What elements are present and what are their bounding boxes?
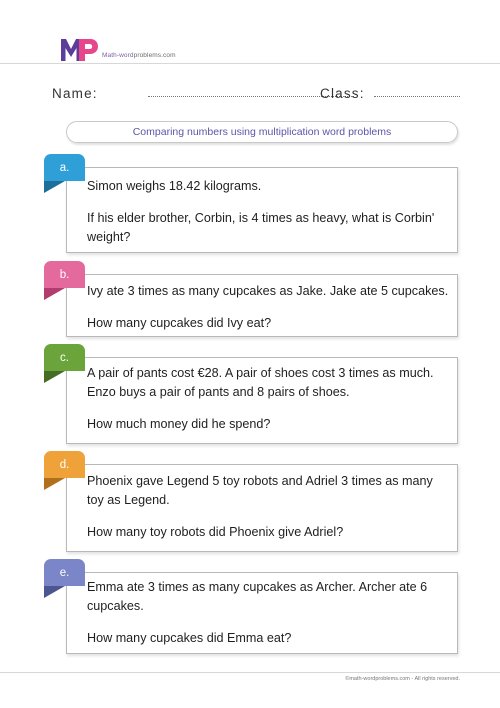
class-label: Class: [320, 86, 365, 101]
statement-line: cupcakes. [87, 599, 144, 613]
statement-line: toy as Legend. [87, 493, 170, 507]
site-logo[interactable] [60, 36, 176, 62]
problem-label-d: d. [44, 451, 85, 478]
problem-card-b [66, 274, 458, 337]
class-field[interactable] [374, 96, 460, 97]
problem-text [87, 364, 449, 434]
problem-label-e: e. [44, 559, 85, 586]
problem-label-c: c. [44, 344, 85, 371]
question-line: How many cupcakes did Emma eat? [87, 631, 292, 645]
ribbon-fold-icon [44, 288, 65, 300]
site-name: Math-wordproblems.com [102, 52, 176, 59]
footer-divider [0, 672, 500, 673]
question-line: How many toy robots did Phoenix give Adriel? [87, 525, 344, 539]
question-line: How many cupcakes did Ivy eat? [87, 316, 272, 330]
name-class-row [52, 86, 462, 102]
mp-logo-icon [60, 36, 100, 62]
problem-text [87, 472, 449, 542]
worksheet-title-banner [66, 121, 458, 143]
question-line: weight? [87, 230, 131, 244]
statement-line: Phoenix gave Legend 5 toy robots and Adriel 3 times as many [87, 474, 433, 488]
problem-text [87, 282, 449, 333]
problem-card-c [66, 357, 458, 444]
problem-label-b: b. [44, 261, 85, 288]
ribbon-fold-icon [44, 371, 65, 383]
name-label: Name: [52, 86, 98, 101]
statement-line: Ivy ate 3 times as many cupcakes as Jake. Jake ate 5 cupcakes. [87, 284, 449, 298]
ribbon-fold-icon [44, 181, 65, 193]
problem-text [87, 177, 449, 247]
problem-text [87, 578, 449, 648]
problem-label-a: a. [44, 154, 85, 181]
problem-card-d [66, 464, 458, 552]
problem-card-e [66, 572, 458, 654]
problem-card-a [66, 167, 458, 253]
ribbon-fold-icon [44, 478, 65, 490]
statement-line: Simon weighs 18.42 kilograms. [87, 179, 262, 193]
copyright-footer: ©math-wordproblems.com - All rights reserved. [345, 676, 460, 682]
statement-line: Enzo buys a pair of pants and 8 pairs of shoes. [87, 385, 350, 399]
question-line: If his elder brother, Corbin, is 4 times as heavy, what is Corbin' [87, 211, 435, 225]
question-line: How much money did he spend? [87, 417, 271, 431]
worksheet-title: Comparing numbers using multiplication word problems [132, 126, 392, 138]
ribbon-fold-icon [44, 586, 65, 598]
statement-line: A pair of pants cost €28. A pair of shoes cost 3 times as much. [87, 366, 434, 380]
statement-line: Emma ate 3 times as many cupcakes as Archer. Archer ate 6 [87, 580, 428, 594]
header-divider [0, 63, 500, 64]
